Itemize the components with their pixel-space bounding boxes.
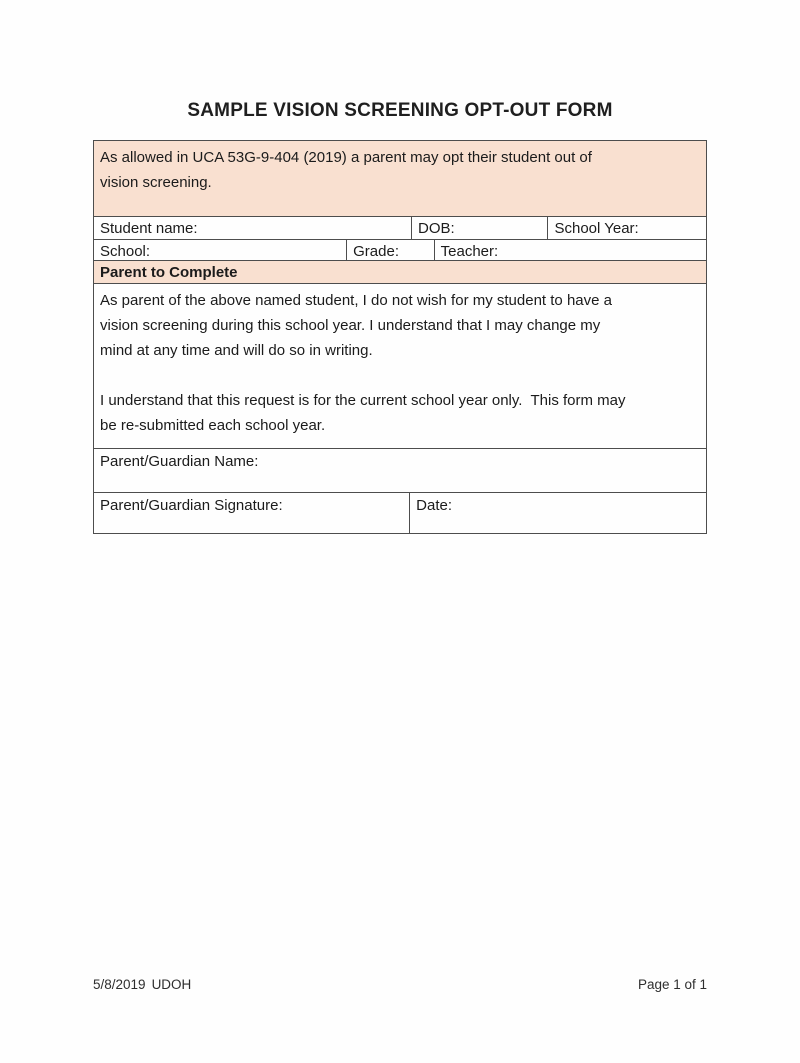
paragraph-spacer [100,363,700,388]
statement-text [94,284,706,448]
footer-page-number: Page 1 of 1 [637,977,707,992]
teacher-label: Teacher: [440,243,499,260]
page-footer [93,977,707,992]
school-year-field[interactable] [547,217,706,239]
school-label: School: [100,243,151,260]
statement-p2-line-2: be re-submitted each school year. [100,417,326,434]
section-header-row [94,260,706,283]
section-header-label: Parent to Complete [100,264,238,281]
school-field[interactable] [94,240,346,260]
statement-p1-line-1: As parent of the above named student, I do not wish for my student to have a [100,292,612,309]
parent-guardian-signature-label: Parent/Guardian Signature: [100,497,283,514]
school-year-label: School Year: [554,220,639,237]
signature-row [94,492,706,533]
parent-name-row [94,448,706,492]
dob-label: DOB: [418,220,455,237]
statement-row [94,283,706,448]
grade-label: Grade: [353,243,399,260]
opt-out-form-table [93,140,707,534]
date-label: Date: [416,497,453,514]
intro-line-1: As allowed in UCA 53G-9-404 (2019) a parent may opt their student out of [100,149,592,166]
school-info-row [94,239,706,260]
date-field[interactable] [409,493,706,533]
statement-p2-line-1: I understand that this request is for the current school year only. This form may [100,392,626,409]
footer-date: 5/8/2019 [93,977,146,992]
student-name-label: Student name: [100,220,198,237]
student-info-row [94,216,706,239]
intro-row [94,141,706,216]
statement-paragraph-1 [100,288,700,363]
intro-text [94,141,706,216]
teacher-field[interactable] [434,240,706,260]
parent-guardian-name-label: Parent/Guardian Name: [100,453,259,470]
statement-paragraph-2 [100,388,700,438]
footer-org: UDOH [151,977,192,992]
parent-guardian-name-field[interactable] [94,449,706,492]
grade-field[interactable] [346,240,434,260]
footer-left [93,977,197,992]
parent-to-complete-header [94,261,706,283]
statement-p1-line-3: mind at any time and will do so in writing. [100,342,373,359]
statement-p1-line-2: vision screening during this school year. I understand that I may change my [100,317,601,334]
intro-line-2: vision screening. [100,174,212,191]
dob-field[interactable] [411,217,547,239]
page-title: SAMPLE VISION SCREENING OPT-OUT FORM [187,100,613,121]
parent-guardian-signature-field[interactable] [94,493,409,533]
student-name-field[interactable] [94,217,411,239]
